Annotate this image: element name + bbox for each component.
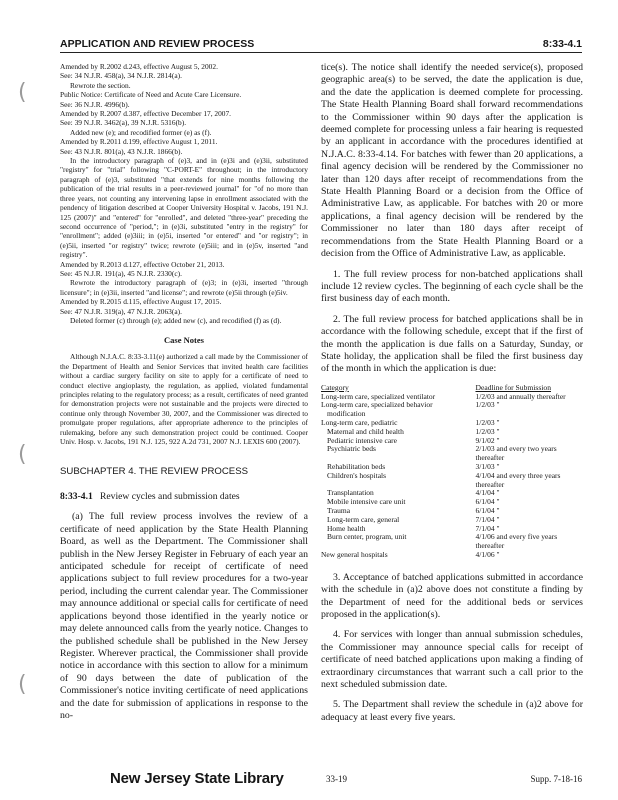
- history-line: Amended by R.2015 d.115, effective August 17, 2015.: [60, 297, 222, 307]
- schedule-deadline: 7/1/04 ": [475, 514, 500, 524]
- right-column: [321, 62, 583, 732]
- header-section-number: 8:33-4.1: [542, 38, 582, 50]
- supplement-date: Supp. 7-18-16: [530, 774, 582, 784]
- header-title: APPLICATION AND REVIEW PROCESS: [60, 38, 255, 50]
- history-line: Public Notice: Certificate of Need and Acute Care Licensure.: [60, 90, 242, 100]
- paragraph-a-continued: tice(s). The notice shall identify the needed service(s), proposed geographic area(s) to be served, the date the application is due, and the date the application is deemed complete for processing. The State Health Planning Board shall forward recommendations to the Commissioner within 90 days after the application is deemed complete for processing unless a fair hearing is requested by an applicant in accordance with the procedures identified at N.J.A.C. 8:33-4.14. For batches with fewer than 20 applications, a final agency decision will be rendered by the Commissioner no later than 120 days after receipt of recommendations from the State Health Planning Board or a decision from the Office of Administrative Law, as applicable. For batches with 20 or more applications, a final agency decision will be rendered by the Commissioner no later than 180 days after receipt of recommendations from the State Health Planning Board or a decision from the Office of Administrative Law, as applicable.: [321, 62, 583, 260]
- schedule-row: [321, 498, 583, 507]
- paragraph-a2: 2. The full review process for batched applications shall be in accordance with the following schedule, except that if the first of the month the application is due falls on a Saturday, Sunday, or State holiday, the application shall be filed the first business day of the month in which the application is due:: [321, 313, 583, 375]
- schedule-deadline: 6/1/04 ": [475, 505, 500, 515]
- schedule-deadline: 4/1/04 ": [475, 488, 500, 498]
- history-line: See: 39 N.J.R. 3462(a), 39 N.J.R. 5316(b).: [60, 118, 187, 128]
- schedule-row: [321, 472, 583, 481]
- paragraph-a1: 1. The full review process for non-batched applications shall include 12 review cycles. The beginning of each cycle shall be the first business day of each month.: [321, 268, 583, 305]
- section-title: Review cycles and submission dates: [99, 491, 240, 503]
- running-header: [60, 34, 582, 53]
- history-line: Amended by R.2007 d.387, effective December 17, 2007.: [60, 109, 232, 119]
- schedule-header-deadline: Deadline for Submission: [475, 382, 551, 392]
- schedule-deadline: thereafter: [475, 479, 505, 489]
- schedule-category: Burn center, program, unit: [327, 532, 407, 542]
- library-watermark: New Jersey State Library: [110, 770, 284, 787]
- schedule-category: Psychiatric beds: [327, 444, 376, 454]
- history-line: Added new (e); and recodified former (e) as (f).: [70, 127, 212, 137]
- binding-hole-icon: (: [18, 672, 27, 697]
- paragraph-a: (a) The full review process involves the review of a certificate of need application by the State Health Planning Board, as well as the Department. The Commissioner shall publish in the New Jersey Register in February of each year an anticipated schedule for receipt of certificate of need applications subject to full review procedures for a two-year period, including the current calendar year. The Commissioner may announce additional or special calls for certificate of need applications beyond those identified in the yearly notice or may delete announced calls from the yearly notice. Changes to the published schedule shall be published in the New Jersey Register. Wherever practical, the Commissioner shall provide notice in accordance with this section to allow for a minimum of 90 days between the date of publication of the Commissioner's notice inviting certificate of need applications and the date for submission of applications in response to the no-: [60, 511, 308, 721]
- schedule-deadline: 4/1/06 and every five years: [475, 532, 558, 542]
- schedule-category: Transplantation: [327, 488, 374, 498]
- schedule-category: Long-term care, specialized behavior: [321, 400, 433, 410]
- case-notes-title: Case Notes: [164, 335, 204, 346]
- schedule-deadline: 1/2/03 ": [475, 426, 500, 436]
- schedule-category: Mobile intensive care unit: [327, 497, 406, 507]
- schedule-deadline: 4/1/06 ": [475, 549, 500, 559]
- schedule-category: New general hospitals: [321, 549, 388, 559]
- history-line: See: 45 N.J.R. 191(a), 45 N.J.R. 2330(c).: [60, 268, 182, 278]
- binding-hole-icon: (: [18, 442, 27, 467]
- history-line: See: 47 N.J.R. 319(a), 47 N.J.R. 2063(a).: [60, 306, 182, 316]
- section-heading: [60, 491, 308, 502]
- schedule-deadline: 2/1/03 and every two years: [475, 444, 557, 454]
- schedule-deadline: 3/1/03 ": [475, 461, 500, 471]
- history-line: Amended by R.2011 d.199, effective August 1, 2011.: [60, 137, 218, 147]
- schedule-category: Long-term care, specialized ventilator: [321, 391, 436, 401]
- binding-hole-icon: (: [18, 80, 27, 105]
- schedule-row: [321, 551, 583, 560]
- schedule-category: Maternal and child health: [327, 426, 404, 436]
- schedule-deadline: 4/1/04 and every three years: [475, 470, 561, 480]
- schedule-deadline: 9/1/02 ": [475, 435, 500, 445]
- schedule-category: Long-term care, general: [327, 514, 400, 524]
- schedule-deadline: 1/2/03 ": [475, 417, 500, 427]
- source-history: [60, 62, 308, 325]
- schedule-deadline: thereafter: [475, 453, 505, 463]
- schedule-category: modification: [327, 409, 366, 419]
- submission-schedule-table: [321, 384, 583, 560]
- schedule-row: [321, 533, 583, 542]
- page-footer: [60, 770, 582, 792]
- history-line: Rewrote the section.: [70, 80, 131, 90]
- schedule-deadline: 1/2/03 ": [475, 400, 500, 410]
- schedule-deadline: 7/1/04 ": [475, 523, 500, 533]
- history-line: See: 43 N.J.R. 801(a), 43 N.J.R. 1866(b).: [60, 146, 183, 156]
- history-line: Deleted former (c) through (e); added new (c), and recodified (f) as (d).: [70, 315, 282, 325]
- paragraph-a4: 4. For services with longer than annual submission schedules, the Commissioner may announce special calls for receipt of certificate of need batched applications upon making a finding of extraordinary circumstances that warrant such a call prior to the next scheduled submission date.: [321, 629, 583, 690]
- schedule-category: Long-term care, pediatric: [321, 417, 398, 427]
- subchapter-heading: SUBCHAPTER 4. THE REVIEW PROCESS: [60, 466, 249, 478]
- history-line: Rewrote the introductory paragraph of (e)3; in (e)3i, inserted "through licensure"; in (e)3ii, inserted "and license"; and rewrote (e)5ii through (e)5iv.: [60, 278, 308, 297]
- schedule-category: Pediatric intensive care: [327, 435, 397, 445]
- history-line: See: 34 N.J.R. 458(a), 34 N.J.R. 2814(a).: [60, 71, 182, 81]
- paragraph-a3: 3. Acceptance of batched applications submitted in accordance with the schedule in (a)2 above does not constitute a finding by the Department of need for the additional beds or services proposed in the application(s).: [321, 571, 583, 620]
- history-line: Amended by R.2013 d.127, effective October 21, 2013.: [60, 259, 225, 269]
- schedule-deadline: 6/1/04 ": [475, 497, 500, 507]
- section-number: 8:33-4.1: [60, 491, 93, 503]
- history-line: Amended by R.2002 d.243, effective August 5, 2002.: [60, 62, 218, 71]
- schedule-deadline: thereafter: [475, 541, 505, 551]
- schedule-header-category: Category: [321, 382, 349, 392]
- case-notes-text: Although N.J.A.C. 8:33-3.11(e) authorized a call made by the Commissioner of the Department of Health and Senior Services that invited health care facilities without a cardiac surgery facility on site to apply for a certificate of need to conduct elective angioplasty, the regulation, as applied, violated fundamental principles relating to the regulatory process; as a result, certificates of need granted for demonstration projects were not sustainable and the projects were directed to continue only through November 30, 2007, and the Commissioner was directed to promulgate proper regulations, after appropriate adherence to the principles of rulemaking, before any such demonstration project could be continued. Cooper Univ. Hosp. v. Jacobs, 191 N.J. 125, 922 A.2d 731, 2007 N.J. LEXIS 600 (2007).: [60, 352, 308, 447]
- schedule-category: Rehabilitation beds: [327, 461, 386, 471]
- page-number: 33-19: [326, 774, 347, 784]
- schedule-row: [321, 445, 583, 454]
- paragraph-a5: 5. The Department shall review the schedule in (a)2 above for adequacy at least every five years.: [321, 699, 583, 723]
- schedule-deadline: 1/2/03 and annually thereafter: [475, 391, 566, 401]
- history-line: In the introductory paragraph of (e)3, and in (e)3i and (e)3ii, substituted "registry" for "trial" following "C-PORT-E" throughout; in the introductory paragraph of (e)3, substituted "that extends for nine months following the publication of the trial results in a peer-reviewed journal" for "of no more than three years, not counting any intervening lapse in enrollment associated with the pendency of litigation described at Cooper University Hospital v. Jacobs, 191 N.J. 125 (2007)" and "entered" for "enrolled", and deleted "three-year" preceding the second occurrence of "period,"; in (e)3i, substituted "entry in the registry" for "enrollment"; added (e)3iii; in (e)5i, inserted "or entered" and "or registry"; in (e)5ii, inserted "or registry" twice; rewrote (e)5iii; and in (e)5v, inserted "and registry".: [60, 156, 308, 260]
- schedule-category: Home health: [327, 523, 366, 533]
- schedule-category: Trauma: [327, 505, 351, 515]
- schedule-category: Children's hospitals: [327, 470, 387, 480]
- left-column: [60, 62, 308, 722]
- history-line: See: 36 N.J.R. 4996(b).: [60, 99, 130, 109]
